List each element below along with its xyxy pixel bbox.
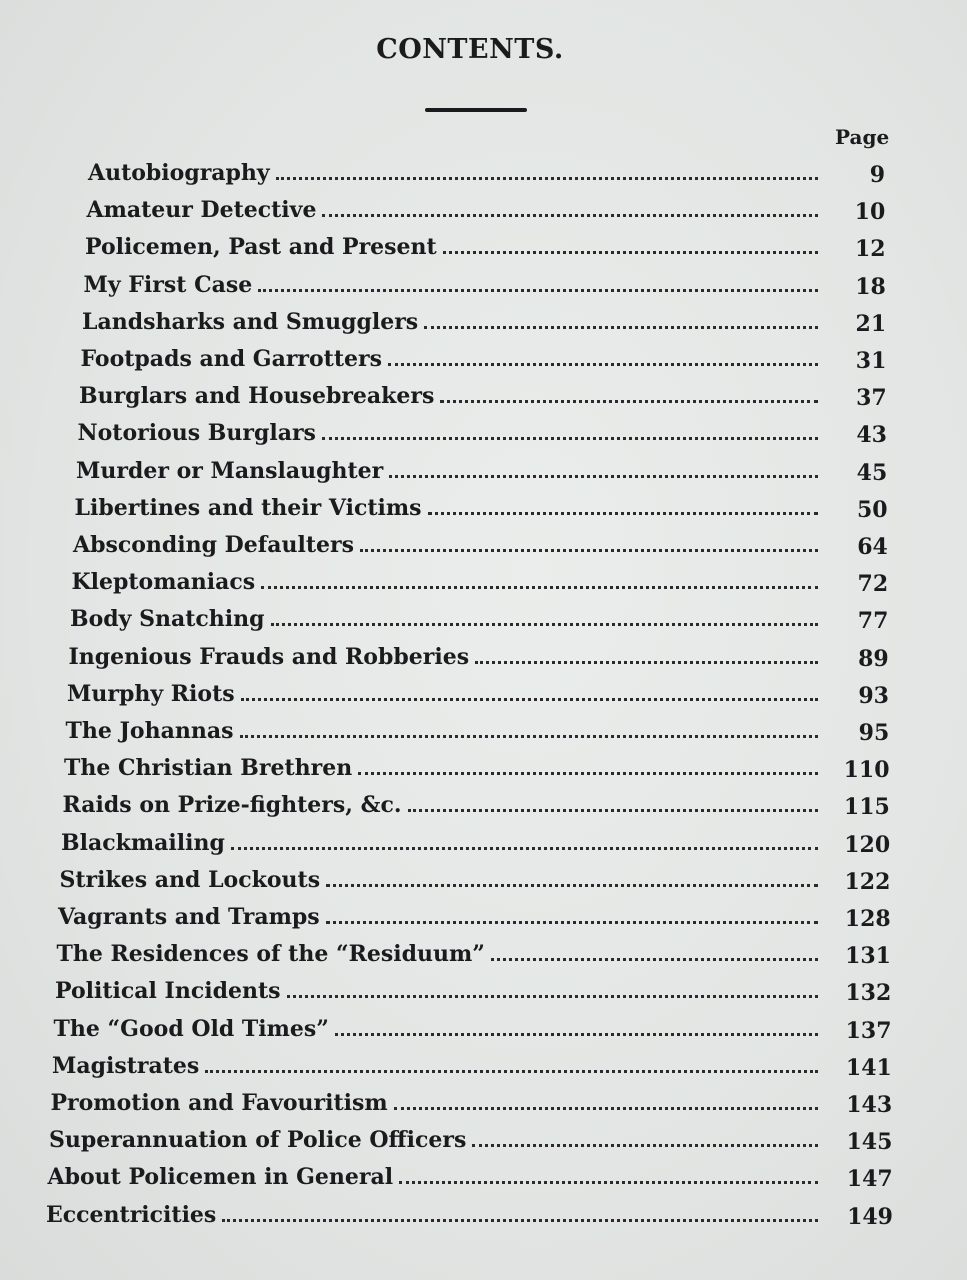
dot-leader [326,921,818,924]
toc-entry-page-number: 9 [869,162,885,188]
dot-leader [472,1144,818,1147]
toc-entry [79,383,822,419]
toc-entry-title: The Christian Brethren [64,755,353,782]
page-title: CONTENTS. [376,34,564,65]
toc-entry-title: Raids on Prize-fighters, &c. [62,792,402,819]
dot-leader [440,400,818,403]
toc-entry-title: Blackmailing [61,829,225,856]
toc-entry-title: About Policemen in General [47,1164,394,1191]
toc-entry-page-number: 18 [855,273,886,300]
toc-entry [70,606,822,642]
toc-entry-title: Body Snatching [70,606,265,633]
toc-entry [54,1016,823,1052]
page-column-heading: Page [835,125,890,149]
toc-entry [87,197,823,233]
toc-entry-page-number: 50 [856,496,888,523]
toc-entry [88,160,822,196]
toc-entry-page-number: 147 [846,1166,893,1193]
dot-leader [389,475,818,478]
toc-entry [61,830,822,866]
toc-entry-title: Libertines and their Victims [74,494,422,521]
toc-entry-page-number: 132 [845,980,892,1007]
toc-entry-page-number: 10 [854,199,886,226]
toc-entry [69,644,823,680]
toc-entry [82,309,822,345]
dot-leader [428,512,818,515]
toc-entry-title: Kleptomaniacs [71,569,256,596]
dot-leader [388,363,818,366]
dot-leader [424,326,818,329]
toc-entry-page-number: 45 [856,459,888,486]
dot-leader [491,958,818,961]
toc-entry [49,1127,822,1163]
toc-entry-title: Landsharks and Smugglers [82,308,419,335]
toc-entry-page-number: 72 [857,571,889,598]
dot-leader [240,735,819,738]
dot-leader [360,549,818,552]
toc-entry-page-number: 115 [843,794,890,821]
toc-entry-page-number: 131 [845,943,891,970]
dot-leader [261,586,818,589]
toc-entry-title: Magistrates [52,1052,200,1079]
dot-leader [399,1181,818,1184]
toc-entry-title: Eccentricities [46,1201,217,1228]
toc-entry [67,681,822,717]
dot-leader [326,884,818,887]
toc-entry [63,792,823,828]
toc-entry-title: Notorious Burglars [77,420,316,447]
toc-entry-page-number: 12 [854,236,886,263]
toc-entry [75,495,823,531]
dot-leader [276,177,818,180]
toc-entry [64,755,822,791]
toc-entry [81,346,823,382]
dot-leader [358,772,818,775]
toc-entry-page-number: 137 [845,1017,892,1044]
toc-entry-title: Political Incidents [55,978,281,1005]
toc-entry-title: Autobiography [88,160,270,186]
toc-entry-page-number: 145 [846,1129,893,1156]
toc-entry-title: The Johannas [65,718,234,744]
dot-leader [322,437,818,440]
toc-entry [66,718,823,754]
toc-entry [60,867,823,903]
toc-entry-page-number: 77 [857,608,889,635]
toc-entry-title: The Residences of the “Residuum” [56,941,485,968]
toc-entry-page-number: 31 [855,348,887,374]
dot-leader [231,847,818,850]
toc-entry-title: Policemen, Past and Present [85,234,437,261]
dot-leader [241,698,818,701]
dot-leader [443,251,818,254]
dot-leader [394,1107,818,1110]
dot-leader [408,809,818,812]
toc-entry-title: My First Case [83,271,253,298]
toc-entry [84,272,823,308]
toc-entry [85,234,822,270]
toc-entry-title: The “Good Old Times” [53,1015,329,1042]
toc-entry [57,941,823,977]
toc-entry-page-number: 149 [847,1203,893,1230]
toc-entry-title: Promotion and Favouritism [50,1090,388,1116]
toc-entry [78,420,823,456]
toc-entry-page-number: 110 [843,757,890,784]
toc-entry-page-number: 143 [846,1092,893,1118]
toc-entry [46,1202,822,1238]
toc-entry-page-number: 43 [856,422,887,449]
toc-entry [48,1164,823,1200]
toc-entry [51,1090,823,1126]
toc-entry-page-number: 95 [858,720,890,746]
toc-entry [55,978,822,1014]
toc-entry-page-number: 93 [858,682,889,709]
dot-leader [258,289,818,292]
toc-entry-title: Burglars and Housebreakers [79,383,435,410]
dot-leader [335,1033,818,1036]
toc-entry-page-number: 122 [844,868,891,895]
toc-entry-title: Footpads and Garrotters [80,346,382,372]
dot-leader [222,1219,818,1222]
toc-entry [76,458,822,494]
dot-leader [322,214,818,217]
toc-entry-title: Superannuation of Police Officers [49,1127,467,1154]
dot-leader [271,623,818,626]
dot-leader [205,1070,818,1073]
toc-entry-page-number: 89 [858,645,889,672]
toc-entry [58,904,822,940]
title-rule [425,108,527,112]
toc-entry [73,532,822,568]
toc-entry-page-number: 128 [844,906,891,932]
toc-entry-title: Ingenious Frauds and Robberies [68,643,470,670]
toc-entry-title: Vagrants and Tramps [58,904,320,930]
toc-entry-title: Strikes and Lockouts [59,866,321,893]
toc-entry-page-number: 37 [856,385,887,412]
toc-entry [52,1053,822,1089]
toc-entry [72,569,823,605]
dot-leader [475,661,818,664]
dot-leader [287,995,819,998]
toc-entry-title: Amateur Detective [86,197,317,224]
toc-entry-page-number: 120 [844,831,891,858]
toc-entry-page-number: 64 [857,534,888,560]
toc-entry-page-number: 141 [845,1054,892,1081]
table-of-contents [0,148,967,1248]
toc-entry-title: Murder or Manslaughter [76,457,384,484]
toc-entry-title: Absconding Defaulters [73,532,354,558]
toc-entry-title: Murphy Riots [67,680,235,707]
toc-entry-page-number: 21 [855,310,887,337]
